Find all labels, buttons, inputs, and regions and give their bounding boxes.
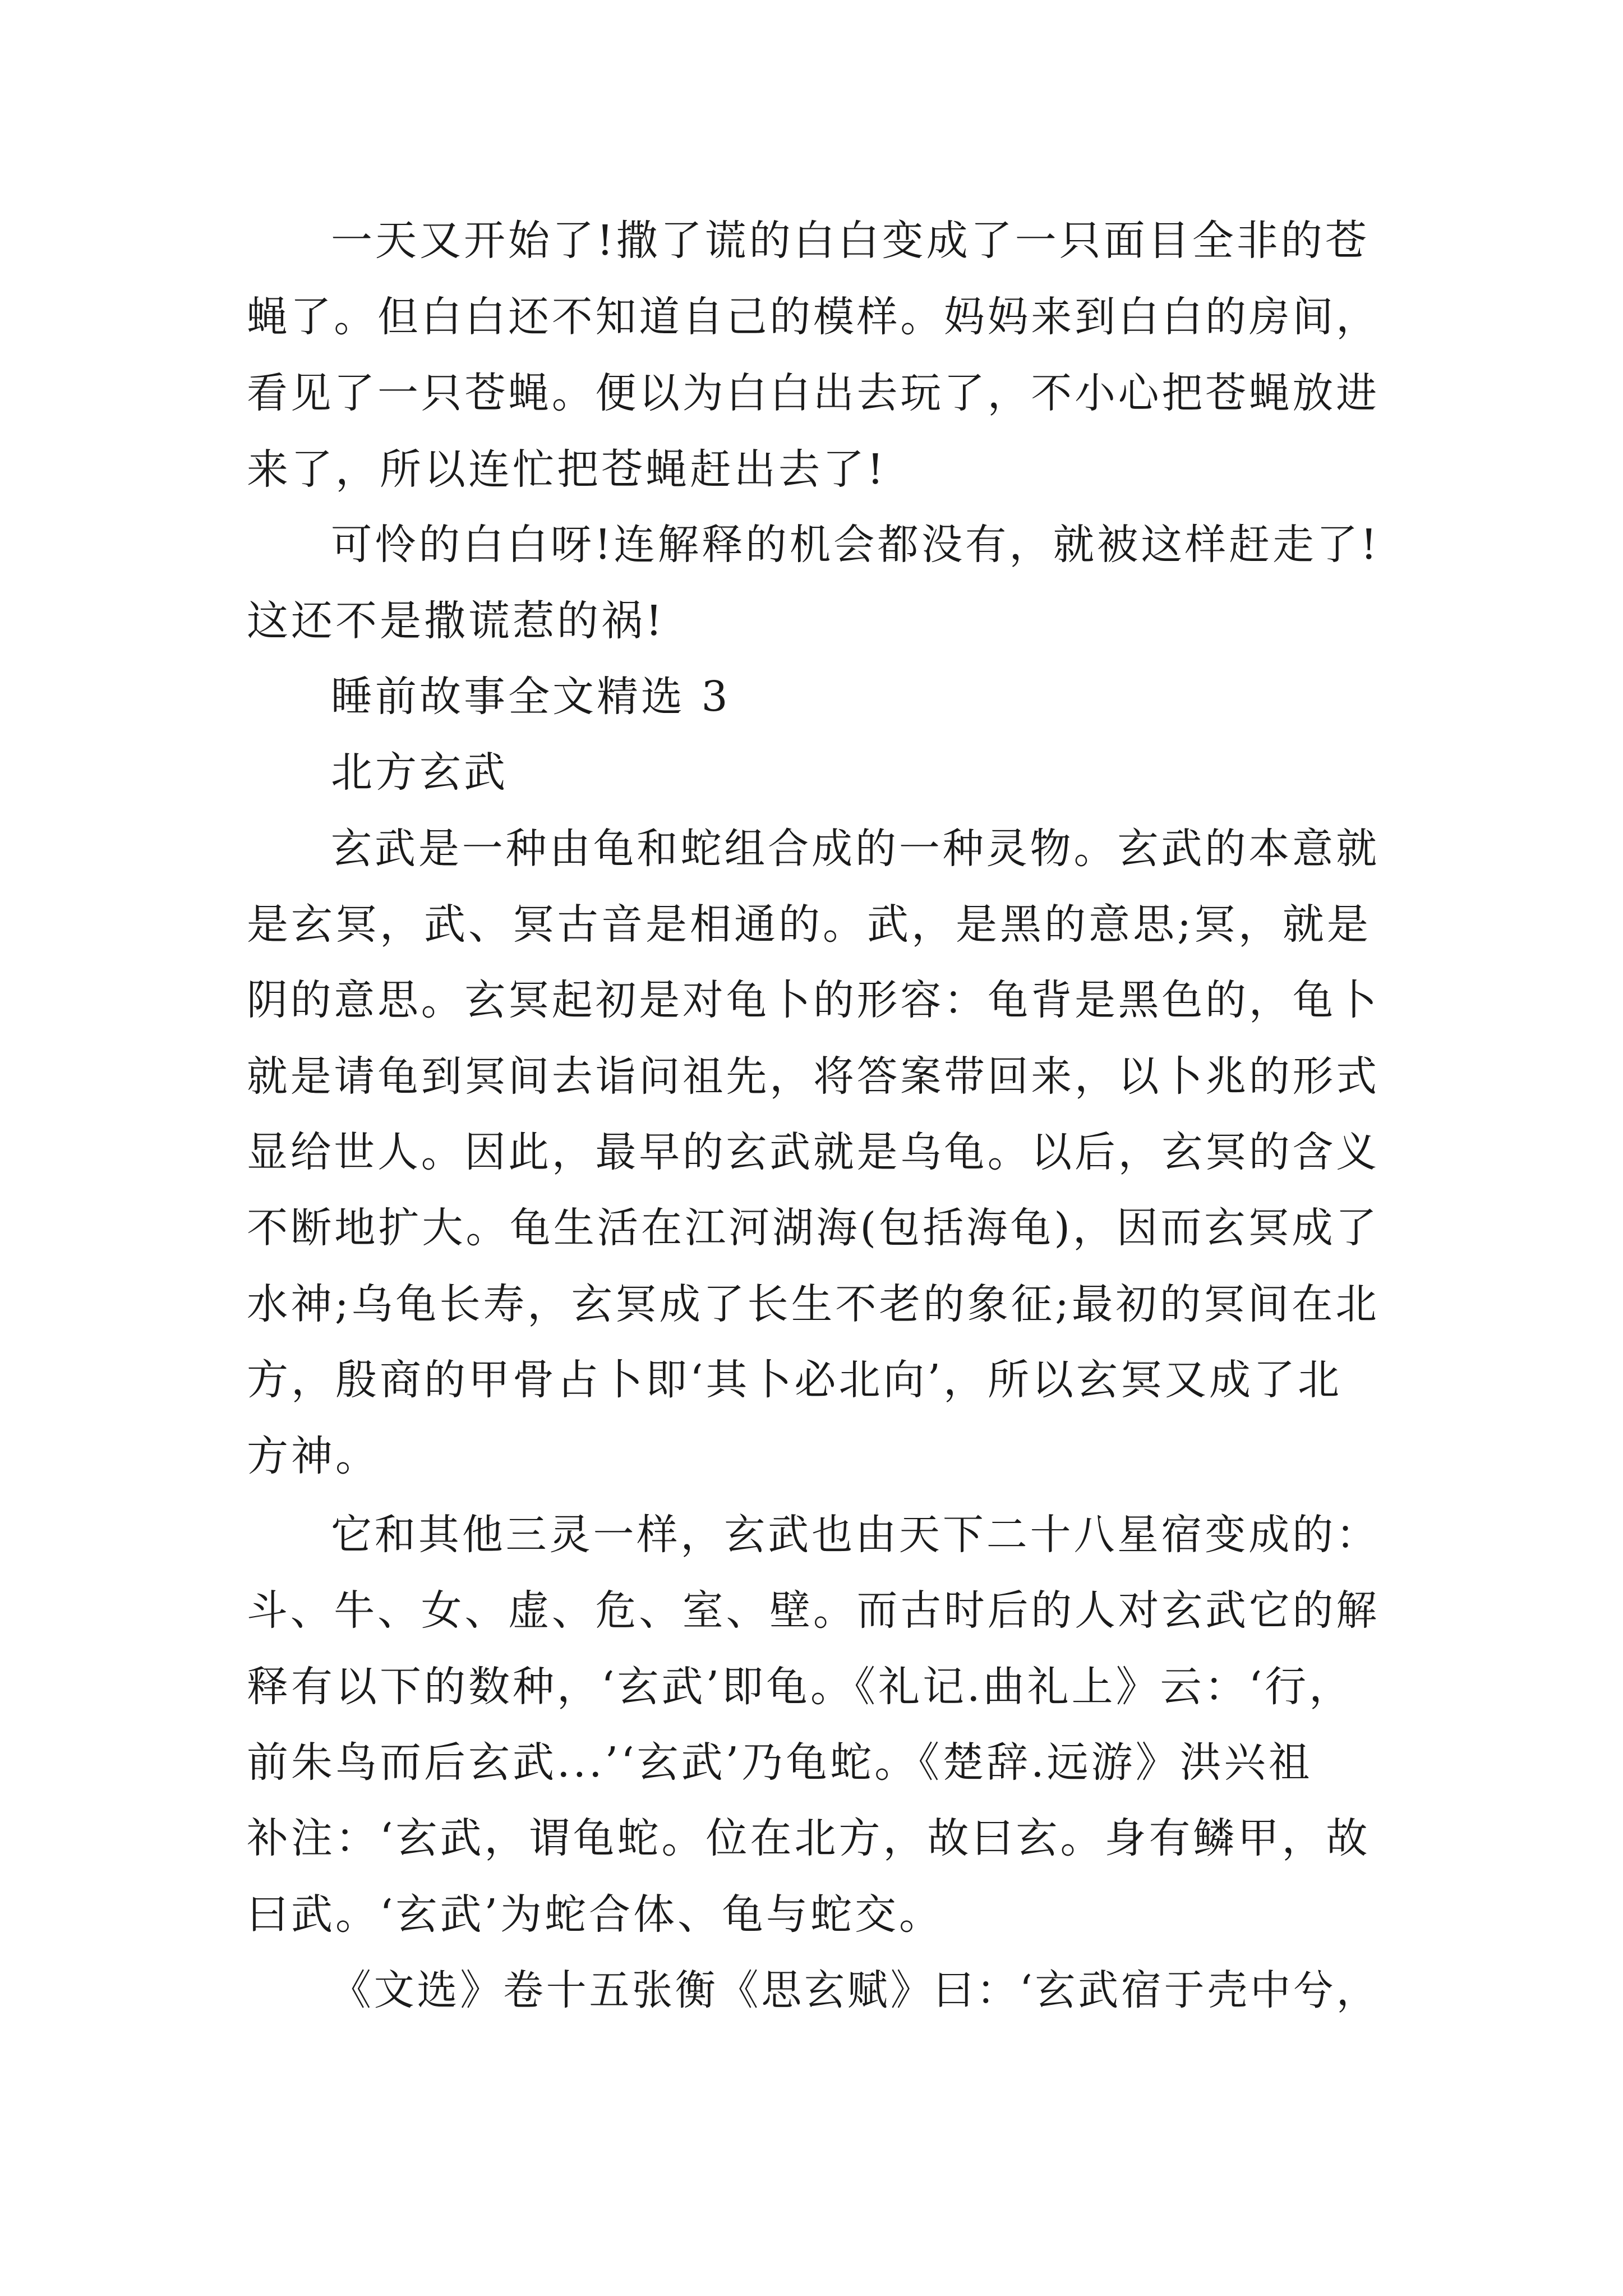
text-line: 一天又开始了!撒了谎的白白变成了一只面目全非的苍: [331, 217, 1370, 265]
text-line: 玄武是一种由龟和蛇组合成的一种灵物。玄武的本意就: [331, 825, 1380, 873]
text-line: 蝇了。但白白还不知道自己的模样。妈妈来到白白的房间，: [247, 293, 1380, 341]
text-line: 曰武。‘玄武’为蛇合体、龟与蛇交。: [247, 1890, 944, 1939]
text-line: 《文选》卷十五张衡《思玄赋》曰：‘玄武宿于壳中兮，: [331, 1966, 1380, 2014]
text-line: 不断地扩大。龟生活在江河湖海(包括海龟)，因而玄冥成了: [247, 1204, 1380, 1252]
text-line: 显给世人。因此，最早的玄武就是乌龟。以后，玄冥的含义: [247, 1128, 1380, 1176]
text-line: 是玄冥，武、冥古音是相通的。武，是黑的意思;冥，就是: [247, 900, 1371, 949]
text-line: 可怜的白白呀!连解释的机会都没有，就被这样赶走了!: [331, 521, 1380, 569]
text-line: 方，殷商的甲骨占卜即‘其卜必北向’，所以玄冥又成了北: [247, 1356, 1343, 1404]
text-line: 看见了一只苍蝇。便以为白白出去玩了，不小心把苍蝇放进: [247, 369, 1380, 417]
text-line: 前朱鸟而后玄武...’‘玄武’乃龟蛇。《楚辞.远游》洪兴祖: [247, 1738, 1313, 1787]
text-line: 这还不是撒谎惹的祸!: [247, 597, 665, 645]
text-line: 补注：‘玄武，谓龟蛇。位在北方，故曰玄。身有鳞甲，故: [247, 1814, 1371, 1862]
text-line: 释有以下的数种，‘玄武’即龟。《礼记.曲礼上》云：‘行，: [247, 1663, 1354, 1711]
text-line: 它和其他三灵一样，玄武也由天下二十八星宿变成的：: [331, 1511, 1380, 1559]
text-line: 方神。: [247, 1432, 380, 1480]
text-line: 阴的意思。玄冥起初是对龟卜的形容：龟背是黑色的，龟卜: [247, 976, 1380, 1024]
section-title: 睡前故事全文精选 3: [331, 673, 731, 721]
text-line: 斗、牛、女、虚、危、室、壁。而古时后的人对玄武它的解: [247, 1586, 1380, 1635]
text-line: 就是请龟到冥间去诣问祖先，将答案带回来，以卜兆的形式: [247, 1052, 1380, 1101]
text-line: 水神;乌龟长寿，玄冥成了长生不老的象征;最初的冥间在北: [247, 1280, 1380, 1328]
text-line: 来了，所以连忙把苍蝇赶出去了!: [247, 445, 887, 494]
story-title: 北方玄武: [331, 748, 508, 797]
